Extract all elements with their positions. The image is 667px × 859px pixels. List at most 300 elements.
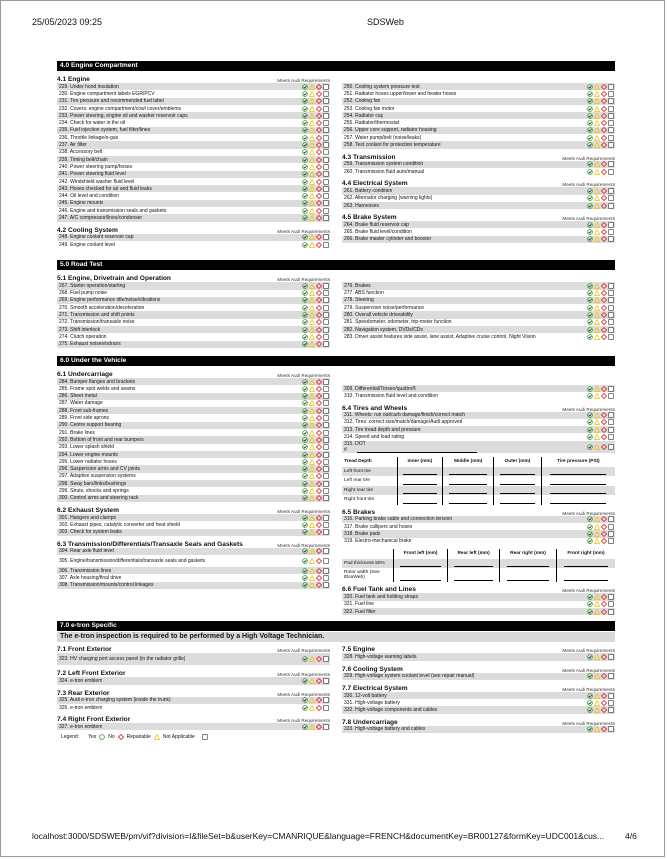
yes-check-circle-icon[interactable]: [302, 208, 308, 214]
yes-check-circle-icon[interactable]: [302, 135, 308, 141]
not-applicable-triangle-icon[interactable]: [309, 142, 315, 148]
yes-check-circle-icon[interactable]: [302, 582, 308, 588]
yes-check-circle-icon[interactable]: [302, 149, 308, 155]
not-applicable-triangle-icon[interactable]: [309, 495, 315, 501]
not-applicable-triangle-icon[interactable]: [594, 222, 600, 228]
yes-check-circle-icon[interactable]: [587, 538, 593, 544]
checkbox-icon[interactable]: [608, 707, 614, 713]
repairable-diamond-icon[interactable]: [316, 91, 322, 97]
repairable-diamond-icon[interactable]: [601, 594, 607, 600]
repairable-diamond-icon[interactable]: [316, 120, 322, 126]
checkbox-icon[interactable]: [323, 84, 329, 90]
not-applicable-triangle-icon[interactable]: [309, 444, 315, 450]
repairable-diamond-icon[interactable]: [601, 290, 607, 296]
not-applicable-triangle-icon[interactable]: [594, 334, 600, 340]
not-applicable-triangle-icon[interactable]: [309, 400, 315, 406]
repairable-diamond-icon[interactable]: [601, 609, 607, 615]
repairable-diamond-icon[interactable]: [601, 195, 607, 201]
repairable-diamond-icon[interactable]: [601, 726, 607, 732]
measurement-input-line[interactable]: [403, 493, 437, 494]
repairable-diamond-icon[interactable]: [316, 529, 322, 535]
not-applicable-triangle-icon[interactable]: [309, 106, 315, 112]
not-applicable-triangle-icon[interactable]: [594, 673, 600, 679]
measurement-cell[interactable]: [494, 467, 541, 477]
not-applicable-triangle-icon[interactable]: [594, 726, 600, 732]
checkbox-icon[interactable]: [608, 161, 614, 167]
checkbox-icon[interactable]: [323, 495, 329, 501]
not-applicable-triangle-icon[interactable]: [309, 319, 315, 325]
not-applicable-triangle-icon[interactable]: [309, 437, 315, 443]
checkbox-icon[interactable]: [323, 656, 329, 662]
repairable-diamond-icon[interactable]: [316, 334, 322, 340]
repairable-diamond-icon[interactable]: [316, 582, 322, 588]
checkbox-icon[interactable]: [323, 149, 329, 155]
measurement-cell[interactable]: [541, 495, 615, 505]
measurement-input-line[interactable]: [403, 484, 437, 485]
measurement-input-line[interactable]: [400, 580, 440, 581]
yes-check-circle-icon[interactable]: [302, 430, 308, 436]
checkbox-icon[interactable]: [323, 91, 329, 97]
repairable-diamond-icon[interactable]: [316, 678, 322, 684]
measurement-input-line[interactable]: [454, 566, 493, 567]
yes-check-circle-icon[interactable]: [302, 106, 308, 112]
yes-check-circle-icon[interactable]: [302, 437, 308, 443]
repairable-diamond-icon[interactable]: [316, 327, 322, 333]
repairable-diamond-icon[interactable]: [601, 654, 607, 660]
repairable-diamond-icon[interactable]: [601, 601, 607, 607]
yes-check-circle-icon[interactable]: [587, 444, 593, 450]
repairable-diamond-icon[interactable]: [601, 120, 607, 126]
not-applicable-triangle-icon[interactable]: [594, 229, 600, 235]
yes-check-circle-icon[interactable]: [587, 524, 593, 530]
yes-check-circle-icon[interactable]: [587, 594, 593, 600]
not-applicable-triangle-icon[interactable]: [309, 186, 315, 192]
checkbox-icon[interactable]: [323, 444, 329, 450]
yes-check-circle-icon[interactable]: [302, 473, 308, 479]
repairable-diamond-icon[interactable]: [316, 297, 322, 303]
repairable-diamond-icon[interactable]: [316, 452, 322, 458]
checkbox-icon[interactable]: [608, 98, 614, 104]
yes-check-circle-icon[interactable]: [302, 297, 308, 303]
repairable-diamond-icon[interactable]: [601, 135, 607, 141]
yes-check-circle-icon[interactable]: [587, 673, 593, 679]
yes-check-circle-icon[interactable]: [302, 697, 308, 703]
dot-field[interactable]: [344, 441, 477, 453]
checkbox-icon[interactable]: [323, 697, 329, 703]
repairable-diamond-icon[interactable]: [601, 427, 607, 433]
repairable-diamond-icon[interactable]: [316, 437, 322, 443]
measurement-cell[interactable]: [397, 495, 443, 505]
yes-check-circle-icon[interactable]: [302, 127, 308, 133]
not-applicable-triangle-icon[interactable]: [309, 113, 315, 119]
repairable-diamond-icon[interactable]: [316, 379, 322, 385]
repairable-diamond-icon[interactable]: [601, 319, 607, 325]
checkbox-icon[interactable]: [323, 437, 329, 443]
measurement-cell[interactable]: [448, 568, 500, 582]
repairable-diamond-icon[interactable]: [316, 283, 322, 289]
repairable-diamond-icon[interactable]: [601, 229, 607, 235]
checkbox-icon[interactable]: [608, 283, 614, 289]
repairable-diamond-icon[interactable]: [601, 142, 607, 148]
not-applicable-triangle-icon[interactable]: [309, 575, 315, 581]
checkbox-icon[interactable]: [323, 200, 329, 206]
checkbox-icon[interactable]: [323, 548, 329, 554]
not-applicable-triangle-icon[interactable]: [594, 120, 600, 126]
measurement-cell[interactable]: [556, 568, 615, 582]
not-applicable-triangle-icon[interactable]: [309, 98, 315, 104]
yes-check-circle-icon[interactable]: [587, 169, 593, 175]
yes-check-circle-icon[interactable]: [302, 515, 308, 521]
not-applicable-triangle-icon[interactable]: [309, 91, 315, 97]
measurement-input-line[interactable]: [550, 493, 606, 494]
repairable-diamond-icon[interactable]: [316, 515, 322, 521]
checkbox-icon[interactable]: [323, 215, 329, 221]
not-applicable-triangle-icon[interactable]: [594, 135, 600, 141]
repairable-diamond-icon[interactable]: [601, 113, 607, 119]
not-applicable-triangle-icon[interactable]: [309, 242, 315, 248]
not-applicable-triangle-icon[interactable]: [309, 193, 315, 199]
repairable-diamond-icon[interactable]: [316, 400, 322, 406]
not-applicable-triangle-icon[interactable]: [594, 531, 600, 537]
repairable-diamond-icon[interactable]: [316, 697, 322, 703]
repairable-diamond-icon[interactable]: [601, 91, 607, 97]
measurement-cell[interactable]: [443, 495, 494, 505]
yes-check-circle-icon[interactable]: [302, 290, 308, 296]
checkbox-icon[interactable]: [323, 171, 329, 177]
repairable-diamond-icon[interactable]: [601, 312, 607, 318]
repairable-diamond-icon[interactable]: [316, 186, 322, 192]
yes-check-circle-icon[interactable]: [587, 135, 593, 141]
checkbox-icon[interactable]: [608, 236, 614, 242]
not-applicable-triangle-icon[interactable]: [594, 700, 600, 706]
checkbox-icon[interactable]: [323, 290, 329, 296]
yes-check-circle-icon[interactable]: [302, 656, 308, 662]
yes-check-circle-icon[interactable]: [302, 142, 308, 148]
not-applicable-triangle-icon[interactable]: [309, 379, 315, 385]
yes-check-circle-icon[interactable]: [587, 434, 593, 440]
not-applicable-triangle-icon[interactable]: [594, 327, 600, 333]
not-applicable-triangle-icon[interactable]: [309, 522, 315, 528]
checkbox-icon[interactable]: [323, 157, 329, 163]
yes-check-circle-icon[interactable]: [587, 127, 593, 133]
yes-check-circle-icon[interactable]: [587, 601, 593, 607]
not-applicable-triangle-icon[interactable]: [594, 434, 600, 440]
checkbox-icon[interactable]: [323, 408, 329, 414]
checkbox-icon[interactable]: [608, 127, 614, 133]
checkbox-icon[interactable]: [323, 386, 329, 392]
repairable-diamond-icon[interactable]: [316, 575, 322, 581]
not-applicable-triangle-icon[interactable]: [309, 127, 315, 133]
checkbox-icon[interactable]: [323, 558, 329, 564]
checkbox-icon[interactable]: [323, 481, 329, 487]
checkbox-icon[interactable]: [608, 312, 614, 318]
repairable-diamond-icon[interactable]: [601, 700, 607, 706]
repairable-diamond-icon[interactable]: [316, 149, 322, 155]
yes-check-circle-icon[interactable]: [587, 120, 593, 126]
checkbox-icon[interactable]: [608, 135, 614, 141]
not-applicable-triangle-icon[interactable]: [594, 106, 600, 112]
yes-check-circle-icon[interactable]: [302, 200, 308, 206]
not-applicable-triangle-icon[interactable]: [309, 84, 315, 90]
measurement-cell[interactable]: [443, 476, 494, 486]
yes-check-circle-icon[interactable]: [587, 290, 593, 296]
repairable-diamond-icon[interactable]: [316, 157, 322, 163]
yes-check-circle-icon[interactable]: [302, 444, 308, 450]
repairable-diamond-icon[interactable]: [601, 84, 607, 90]
measurement-cell[interactable]: [500, 559, 557, 569]
checkbox-icon[interactable]: [323, 135, 329, 141]
repairable-diamond-icon[interactable]: [601, 524, 607, 530]
yes-check-circle-icon[interactable]: [302, 334, 308, 340]
repairable-diamond-icon[interactable]: [601, 297, 607, 303]
yes-check-circle-icon[interactable]: [587, 236, 593, 242]
not-applicable-triangle-icon[interactable]: [309, 548, 315, 554]
yes-check-circle-icon[interactable]: [302, 120, 308, 126]
yes-check-circle-icon[interactable]: [302, 705, 308, 711]
repairable-diamond-icon[interactable]: [601, 127, 607, 133]
measurement-input-line[interactable]: [500, 503, 535, 504]
yes-check-circle-icon[interactable]: [587, 427, 593, 433]
checkbox-icon[interactable]: [608, 290, 614, 296]
yes-check-circle-icon[interactable]: [302, 488, 308, 494]
not-applicable-triangle-icon[interactable]: [309, 135, 315, 141]
measurement-input-line[interactable]: [550, 474, 606, 475]
checkbox-icon[interactable]: [323, 393, 329, 399]
checkbox-icon[interactable]: [608, 334, 614, 340]
repairable-diamond-icon[interactable]: [601, 531, 607, 537]
not-applicable-triangle-icon[interactable]: [309, 234, 315, 240]
repairable-diamond-icon[interactable]: [601, 169, 607, 175]
not-applicable-triangle-icon[interactable]: [309, 705, 315, 711]
repairable-diamond-icon[interactable]: [601, 327, 607, 333]
not-applicable-triangle-icon[interactable]: [594, 236, 600, 242]
measurement-cell[interactable]: [394, 568, 448, 582]
repairable-diamond-icon[interactable]: [316, 422, 322, 428]
yes-check-circle-icon[interactable]: [302, 215, 308, 221]
not-applicable-triangle-icon[interactable]: [594, 386, 600, 392]
yes-check-circle-icon[interactable]: [302, 548, 308, 554]
yes-check-circle-icon[interactable]: [302, 558, 308, 564]
not-applicable-triangle-icon[interactable]: [594, 142, 600, 148]
yes-check-circle-icon[interactable]: [302, 179, 308, 185]
yes-check-circle-icon[interactable]: [302, 459, 308, 465]
repairable-diamond-icon[interactable]: [601, 222, 607, 228]
not-applicable-triangle-icon[interactable]: [309, 459, 315, 465]
not-applicable-triangle-icon[interactable]: [309, 408, 315, 414]
not-applicable-triangle-icon[interactable]: [594, 609, 600, 615]
not-applicable-triangle-icon[interactable]: [309, 529, 315, 535]
repairable-diamond-icon[interactable]: [316, 84, 322, 90]
checkbox-icon[interactable]: [608, 120, 614, 126]
measurement-input-line[interactable]: [500, 484, 535, 485]
not-applicable-triangle-icon[interactable]: [594, 524, 600, 530]
yes-check-circle-icon[interactable]: [587, 91, 593, 97]
repairable-diamond-icon[interactable]: [601, 203, 607, 209]
yes-check-circle-icon[interactable]: [587, 161, 593, 167]
not-applicable-triangle-icon[interactable]: [309, 422, 315, 428]
repairable-diamond-icon[interactable]: [601, 707, 607, 713]
checkbox-icon[interactable]: [608, 84, 614, 90]
repairable-diamond-icon[interactable]: [316, 459, 322, 465]
not-applicable-triangle-icon[interactable]: [594, 516, 600, 522]
not-applicable-triangle-icon[interactable]: [594, 127, 600, 133]
not-applicable-triangle-icon[interactable]: [594, 707, 600, 713]
checkbox-icon[interactable]: [323, 400, 329, 406]
repairable-diamond-icon[interactable]: [316, 98, 322, 104]
not-applicable-triangle-icon[interactable]: [594, 693, 600, 699]
checkbox-icon[interactable]: [323, 234, 329, 240]
yes-check-circle-icon[interactable]: [302, 452, 308, 458]
measurement-cell[interactable]: [541, 467, 615, 477]
repairable-diamond-icon[interactable]: [316, 113, 322, 119]
yes-check-circle-icon[interactable]: [302, 242, 308, 248]
checkbox-icon[interactable]: [323, 186, 329, 192]
yes-check-circle-icon[interactable]: [302, 393, 308, 399]
not-applicable-triangle-icon[interactable]: [309, 386, 315, 392]
checkbox-icon[interactable]: [608, 434, 614, 440]
checkbox-icon[interactable]: [608, 203, 614, 209]
measurement-input-line[interactable]: [454, 580, 493, 581]
measurement-input-line[interactable]: [449, 484, 487, 485]
repairable-diamond-icon[interactable]: [601, 283, 607, 289]
measurement-input-line[interactable]: [550, 484, 606, 485]
checkbox-icon[interactable]: [608, 188, 614, 194]
repairable-diamond-icon[interactable]: [316, 408, 322, 414]
repairable-diamond-icon[interactable]: [316, 495, 322, 501]
yes-check-circle-icon[interactable]: [302, 305, 308, 311]
repairable-diamond-icon[interactable]: [316, 393, 322, 399]
checkbox-icon[interactable]: [323, 283, 329, 289]
checkbox-icon[interactable]: [608, 412, 614, 418]
checkbox-icon[interactable]: [323, 529, 329, 535]
checkbox-icon[interactable]: [608, 419, 614, 425]
not-applicable-triangle-icon[interactable]: [309, 179, 315, 185]
not-applicable-triangle-icon[interactable]: [309, 466, 315, 472]
repairable-diamond-icon[interactable]: [316, 444, 322, 450]
not-applicable-triangle-icon[interactable]: [594, 419, 600, 425]
yes-check-circle-icon[interactable]: [302, 98, 308, 104]
repairable-diamond-icon[interactable]: [316, 558, 322, 564]
checkbox-icon[interactable]: [323, 193, 329, 199]
checkbox-icon[interactable]: [608, 91, 614, 97]
not-applicable-triangle-icon[interactable]: [309, 305, 315, 311]
measurement-cell[interactable]: [541, 476, 615, 486]
yes-check-circle-icon[interactable]: [587, 531, 593, 537]
checkbox-icon[interactable]: [323, 515, 329, 521]
repairable-diamond-icon[interactable]: [316, 548, 322, 554]
yes-check-circle-icon[interactable]: [302, 157, 308, 163]
yes-check-circle-icon[interactable]: [587, 693, 593, 699]
checkbox-icon[interactable]: [608, 673, 614, 679]
not-applicable-triangle-icon[interactable]: [594, 283, 600, 289]
checkbox-icon[interactable]: [323, 208, 329, 214]
yes-check-circle-icon[interactable]: [587, 654, 593, 660]
checkbox-icon[interactable]: [323, 327, 329, 333]
repairable-diamond-icon[interactable]: [601, 444, 607, 450]
not-applicable-triangle-icon[interactable]: [594, 654, 600, 660]
not-applicable-triangle-icon[interactable]: [309, 558, 315, 564]
checkbox-icon[interactable]: [323, 459, 329, 465]
repairable-diamond-icon[interactable]: [601, 98, 607, 104]
checkbox-icon[interactable]: [608, 169, 614, 175]
measurement-input-line[interactable]: [449, 474, 487, 475]
repairable-diamond-icon[interactable]: [601, 434, 607, 440]
checkbox-icon[interactable]: [323, 341, 329, 347]
repairable-diamond-icon[interactable]: [316, 193, 322, 199]
yes-check-circle-icon[interactable]: [302, 408, 308, 414]
checkbox-icon[interactable]: [323, 582, 329, 588]
measurement-input-line[interactable]: [507, 566, 550, 567]
not-applicable-triangle-icon[interactable]: [309, 678, 315, 684]
not-applicable-triangle-icon[interactable]: [309, 149, 315, 155]
repairable-diamond-icon[interactable]: [316, 656, 322, 662]
checkbox-icon[interactable]: [323, 98, 329, 104]
repairable-diamond-icon[interactable]: [601, 305, 607, 311]
not-applicable-triangle-icon[interactable]: [594, 290, 600, 296]
yes-check-circle-icon[interactable]: [587, 707, 593, 713]
yes-check-circle-icon[interactable]: [302, 193, 308, 199]
measurement-input-line[interactable]: [564, 580, 608, 581]
not-applicable-triangle-icon[interactable]: [309, 208, 315, 214]
measurement-cell[interactable]: [397, 476, 443, 486]
measurement-cell[interactable]: [394, 559, 448, 569]
repairable-diamond-icon[interactable]: [316, 164, 322, 170]
not-applicable-triangle-icon[interactable]: [309, 393, 315, 399]
not-applicable-triangle-icon[interactable]: [594, 195, 600, 201]
checkbox-icon[interactable]: [323, 452, 329, 458]
not-applicable-triangle-icon[interactable]: [594, 98, 600, 104]
repairable-diamond-icon[interactable]: [316, 724, 322, 730]
not-applicable-triangle-icon[interactable]: [309, 171, 315, 177]
checkbox-icon[interactable]: [608, 297, 614, 303]
not-applicable-triangle-icon[interactable]: [309, 312, 315, 318]
checkbox-icon[interactable]: [608, 305, 614, 311]
repairable-diamond-icon[interactable]: [316, 142, 322, 148]
yes-check-circle-icon[interactable]: [302, 171, 308, 177]
not-applicable-triangle-icon[interactable]: [309, 473, 315, 479]
not-applicable-triangle-icon[interactable]: [309, 430, 315, 436]
repairable-diamond-icon[interactable]: [601, 419, 607, 425]
repairable-diamond-icon[interactable]: [601, 538, 607, 544]
not-applicable-triangle-icon[interactable]: [309, 200, 315, 206]
yes-check-circle-icon[interactable]: [587, 84, 593, 90]
repairable-diamond-icon[interactable]: [601, 236, 607, 242]
measurement-input-line[interactable]: [449, 493, 487, 494]
measurement-cell[interactable]: [494, 486, 541, 496]
not-applicable-triangle-icon[interactable]: [594, 444, 600, 450]
checkbox-icon[interactable]: [608, 531, 614, 537]
yes-check-circle-icon[interactable]: [302, 84, 308, 90]
yes-check-circle-icon[interactable]: [302, 341, 308, 347]
yes-check-circle-icon[interactable]: [302, 283, 308, 289]
yes-check-circle-icon[interactable]: [587, 113, 593, 119]
yes-check-circle-icon[interactable]: [587, 106, 593, 112]
not-applicable-triangle-icon[interactable]: [309, 164, 315, 170]
repairable-diamond-icon[interactable]: [601, 386, 607, 392]
checkbox-icon[interactable]: [323, 312, 329, 318]
measurement-input-line[interactable]: [550, 503, 606, 504]
checkbox-icon[interactable]: [608, 142, 614, 148]
yes-check-circle-icon[interactable]: [587, 327, 593, 333]
checkbox-icon[interactable]: [323, 568, 329, 574]
not-applicable-triangle-icon[interactable]: [594, 91, 600, 97]
repairable-diamond-icon[interactable]: [316, 200, 322, 206]
checkbox-icon[interactable]: [323, 297, 329, 303]
checkbox-icon[interactable]: [608, 700, 614, 706]
repairable-diamond-icon[interactable]: [601, 161, 607, 167]
checkbox-icon[interactable]: [608, 516, 614, 522]
checkbox-icon[interactable]: [323, 488, 329, 494]
